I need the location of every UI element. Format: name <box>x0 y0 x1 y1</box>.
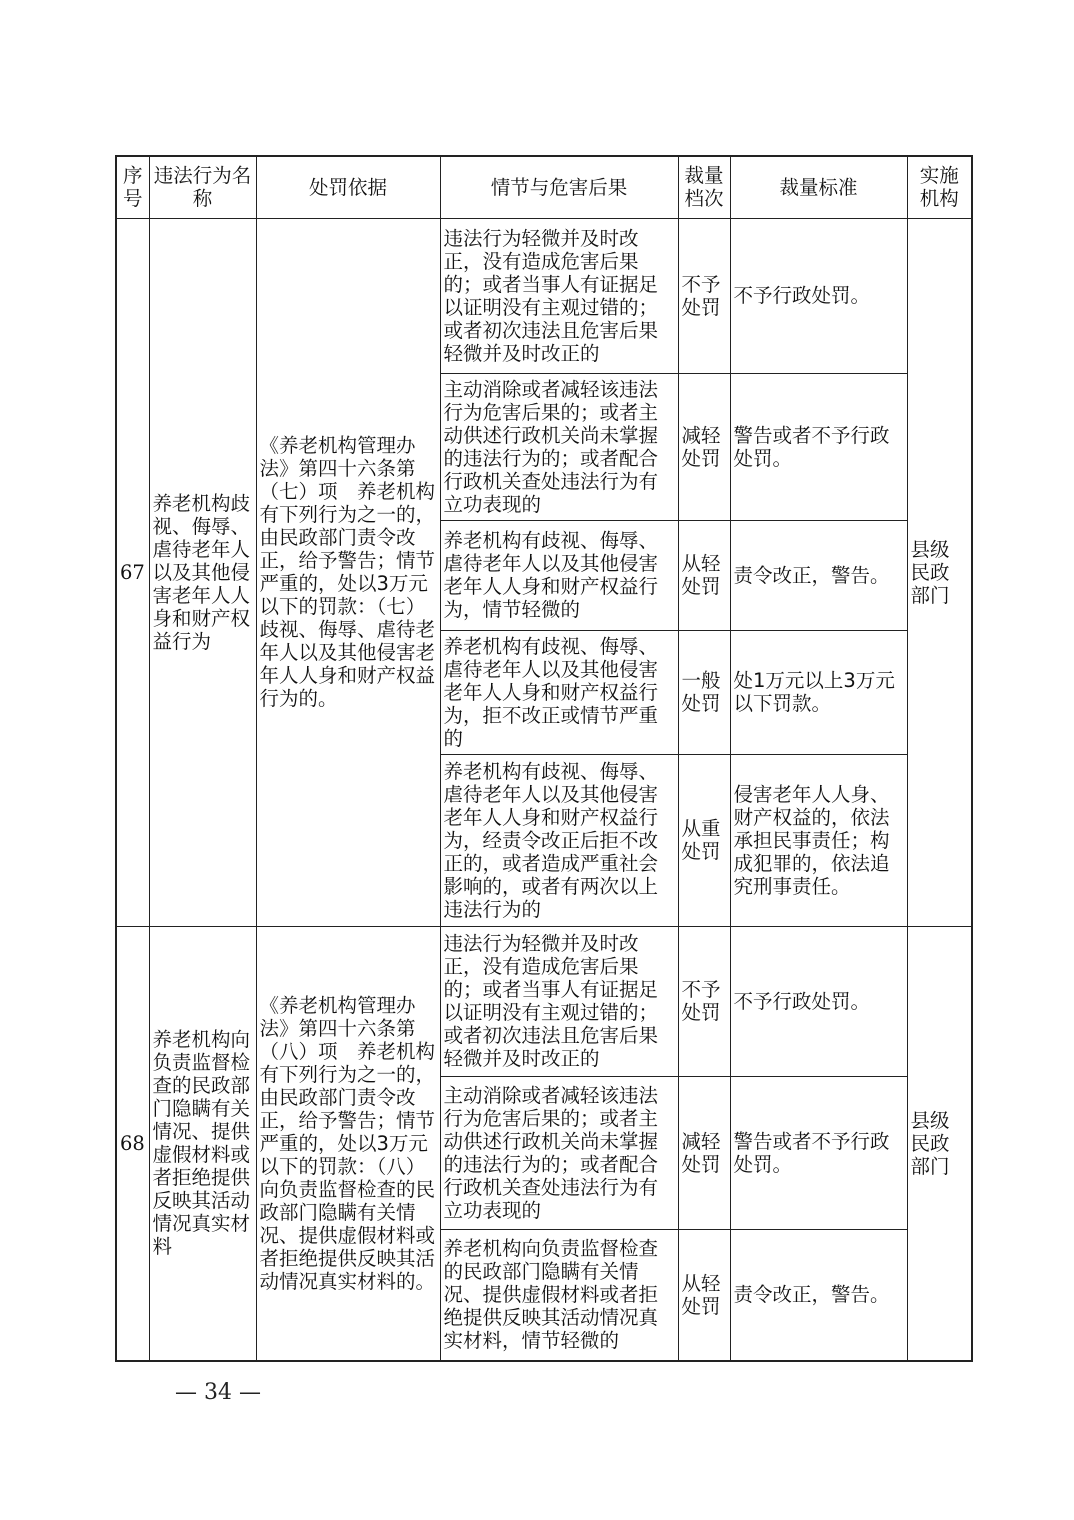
table-row <box>116 218 972 373</box>
row-seq: 67 <box>116 218 149 926</box>
discretion-level: 一般处罚 <box>678 630 730 754</box>
header-seq: 序号 <box>116 156 149 218</box>
circumstance-cell: 主动消除或者减轻该违法行为危害后果的；或者主动供述行政机关尚未掌握的违法行为的；或者配合行政机关查处违法行为有立功表现的 <box>440 373 678 520</box>
table-row <box>116 926 972 1076</box>
discretion-standard: 不予行政处罚。 <box>730 218 907 373</box>
discretion-standard: 不予行政处罚。 <box>730 926 907 1076</box>
circumstance-cell: 养老机构有歧视、侮辱、虐待老年人以及其他侵害老年人人身和财产权益行为，经责令改正后拒不改正的，或者造成严重社会影响的，或者有两次以上违法行为的 <box>440 754 678 926</box>
discretion-standard: 责令改正，警告。 <box>730 520 907 630</box>
circumstance-cell: 违法行为轻微并及时改正，没有造成危害后果的；或者当事人有证据足以证明没有主观过错的；或者初次违法且危害后果轻微并及时改正的 <box>440 926 678 1076</box>
violation-name: 养老机构向负责监督检查的民政部门隐瞒有关情况、提供虚假材料或者拒绝提供反映其活动情况真实材料 <box>149 926 256 1361</box>
discretion-standard: 侵害老年人人身、财产权益的，依法承担民事责任；构成犯罪的，依法追究刑事责任。 <box>730 754 907 926</box>
page-number: — 34 — <box>175 1380 261 1405</box>
discretion-level: 从轻处罚 <box>678 1229 730 1361</box>
agency: 县级民政部门 <box>907 926 972 1361</box>
discretion-level: 减轻处罚 <box>678 1076 730 1229</box>
table-header-row <box>116 156 972 218</box>
penalty-basis: 《养老机构管理办法》第四十六条第（八）项 养老机构有下列行为之一的，由民政部门责令改正，给予警告；情节严重的，处以3万元以下的罚款：（八）向负责监督检查的民政部门隐瞒有关情况、提供虚假材料或者拒绝提供反映其活动情况真实材料的。 <box>256 926 440 1361</box>
agency: 县级民政部门 <box>907 218 972 926</box>
discretion-standard: 警告或者不予行政处罚。 <box>730 373 907 520</box>
circumstance-cell: 违法行为轻微并及时改正，没有造成危害后果的；或者当事人有证据足以证明没有主观过错的；或者初次违法且危害后果轻微并及时改正的 <box>440 218 678 373</box>
header-agency: 实施机构 <box>907 156 972 218</box>
row-seq: 68 <box>116 926 149 1361</box>
discretion-standard: 警告或者不予行政处罚。 <box>730 1076 907 1229</box>
circumstance-cell: 养老机构向负责监督检查的民政部门隐瞒有关情况、提供虚假材料或者拒绝提供反映其活动情况真实材料，情节轻微的 <box>440 1229 678 1361</box>
header-level: 裁量档次 <box>678 156 730 218</box>
circumstance-cell: 主动消除或者减轻该违法行为危害后果的；或者主动供述行政机关尚未掌握的违法行为的；或者配合行政机关查处违法行为有立功表现的 <box>440 1076 678 1229</box>
header-circumstance: 情节与危害后果 <box>440 156 678 218</box>
header-name: 违法行为名称 <box>149 156 256 218</box>
violation-name: 养老机构歧视、侮辱、虐待老年人以及其他侵害老年人人身和财产权益行为 <box>149 218 256 926</box>
circumstance-cell: 养老机构有歧视、侮辱、虐待老年人以及其他侵害老年人人身和财产权益行为，拒不改正或情节严重的 <box>440 630 678 754</box>
discretion-level: 减轻处罚 <box>678 373 730 520</box>
circumstance-cell: 养老机构有歧视、侮辱、虐待老年人以及其他侵害老年人人身和财产权益行为，情节轻微的 <box>440 520 678 630</box>
header-standard: 裁量标准 <box>730 156 907 218</box>
discretion-level: 不予处罚 <box>678 926 730 1076</box>
discretion-standard: 责令改正，警告。 <box>730 1229 907 1361</box>
discretion-level: 从轻处罚 <box>678 520 730 630</box>
header-basis: 处罚依据 <box>256 156 440 218</box>
discretion-standard: 处1万元以上3万元以下罚款。 <box>730 630 907 754</box>
discretion-level: 不予处罚 <box>678 218 730 373</box>
penalty-basis: 《养老机构管理办法》第四十六条第（七）项 养老机构有下列行为之一的，由民政部门责令改正，给予警告；情节严重的，处以3万元以下的罚款：（七）歧视、侮辱、虐待老年人以及其他侵害老年人人身和财产权益行为的。 <box>256 218 440 926</box>
discretion-level: 从重处罚 <box>678 754 730 926</box>
penalty-discretion-table <box>115 155 973 1362</box>
